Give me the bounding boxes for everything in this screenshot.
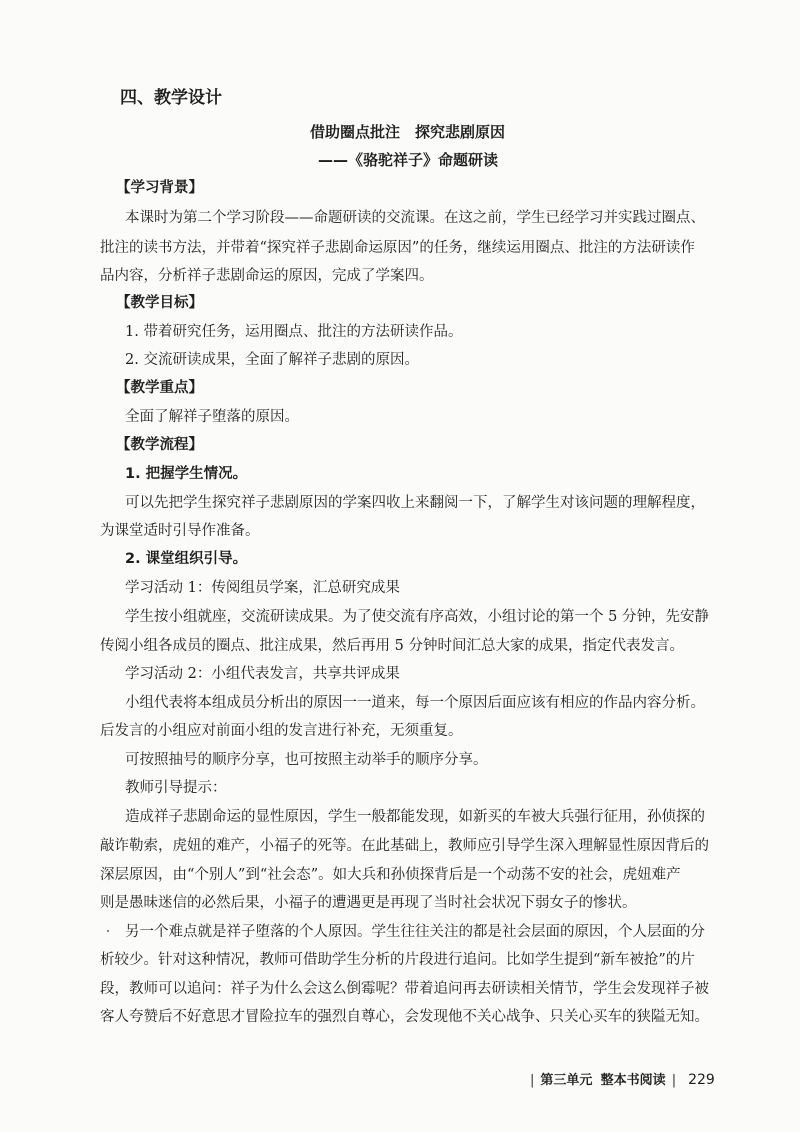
paragraph-line: 可以先把学生探究祥子悲剧原因的学案四收上来翻阅一下，了解学生对该问题的理解程度， [125, 495, 705, 511]
paragraph-line: 品内容，分析祥子悲剧命运的原因，完成了学案四。 [100, 268, 434, 284]
paragraph-line: 段，教师可以追问：祥子为什么会这么倒霉呢？带着追问再去研读相关情节，学生会发现祥子被 [100, 981, 709, 997]
step-title: 2. 课堂组织引导。 [125, 551, 248, 567]
page-title: 借助圈点批注 探究悲剧原因 [310, 123, 506, 141]
footer-section: 整本书阅读 [600, 1073, 666, 1088]
step-title: 1. 把握学生情况。 [125, 466, 248, 482]
paragraph-line: 小组代表将本组成员分析出的原因一一道来，每一个原因后面应该有相应的作品内容分析。 [125, 695, 705, 711]
background-label: 【学习背景】 [116, 180, 203, 196]
section-heading: 四、教学设计 [120, 88, 222, 108]
paragraph-line: 本课时为第二个学习阶段——命题研读的交流课。在这之前，学生已经学习并实践过圈点、 [125, 210, 705, 226]
teacher-tip-title: 教师引导提示： [125, 780, 227, 796]
goals-label: 【教学目标】 [116, 295, 203, 311]
footer-divider: | [530, 1073, 535, 1088]
paragraph-line: 则是愚昧迷信的必然后果，小福子的遭遇更是再现了当时社会状况下弱女子的惨状。 [100, 895, 637, 911]
page-footer [524, 1069, 715, 1088]
focus-text: 全面了解祥子堕落的原因。 [125, 409, 299, 425]
process-label: 【教学流程】 [116, 437, 203, 453]
page-subtitle: ——《骆驼祥子》命题研读 [318, 151, 499, 169]
goal-item: 2. 交流研读成果，全面了解祥子悲剧的原因。 [125, 352, 419, 368]
footer-unit: 第三单元 [540, 1073, 593, 1088]
paragraph-line: 造成祥子悲剧命运的显性原因，学生一般都能发现，如新买的车被大兵强行征用，孙侦探的 [125, 809, 705, 825]
goal-item: 1. 带着研究任务，运用圈点、批注的方法研读作品。 [125, 324, 463, 340]
footer-divider: | [671, 1073, 677, 1088]
activity-title: 学习活动 1：传阅组员学案，汇总研究成果 [125, 580, 400, 596]
activity-title: 学习活动 2：小组代表发言，共享共评成果 [125, 666, 400, 682]
paragraph-line: 析较少。针对这种情况，教师可借助学生分析的片段进行追问。比如学生提到“新车被抢”的片 [100, 952, 695, 968]
stray-mark [107, 930, 109, 932]
paragraph-line: 后发言的小组应对前面小组的发言进行补充，无须重复。 [100, 723, 463, 739]
page-number: 229 [688, 1072, 715, 1088]
paragraph-line: 客人夸赞后不好意思才冒险拉车的强烈自尊心，会发现他不关心战争、只关心买车的狭隘无知。 [100, 1009, 709, 1025]
paragraph-line: 深层原因，由“个别人”到“社会态”。如大兵和孙侦探背后是一个动荡不安的社会，虎妞难产 [100, 867, 681, 883]
focus-label: 【教学重点】 [116, 380, 203, 396]
paragraph-line: 敲诈勒索，虎妞的难产，小福子的死等。在此基础上，教师应引导学生深入理解显性原因背后的 [100, 838, 709, 854]
paragraph-line: 传阅小组各成员的圈点、批注成果，然后再用 5 分钟时间汇总大家的成果，指定代表发言。 [100, 638, 684, 654]
paragraph-line: 为课堂适时引导作准备。 [100, 523, 260, 539]
paragraph-line: 批注的读书方法，并带着“探究祥子悲剧命运原因”的任务，继续运用圈点、批注的方法研读作 [100, 240, 695, 256]
paragraph-line: 学生按小组就座，交流研读成果。为了使交流有序高效，小组讨论的第一个 5 分钟，先安静 [125, 609, 709, 625]
paragraph-line: 另一个难点就是祥子堕落的个人原因。学生往往关注的都是社会层面的原因，个人层面的分 [125, 924, 705, 940]
paragraph-line: 可按照抽号的顺序分享，也可按照主动举手的顺序分享。 [125, 752, 488, 768]
